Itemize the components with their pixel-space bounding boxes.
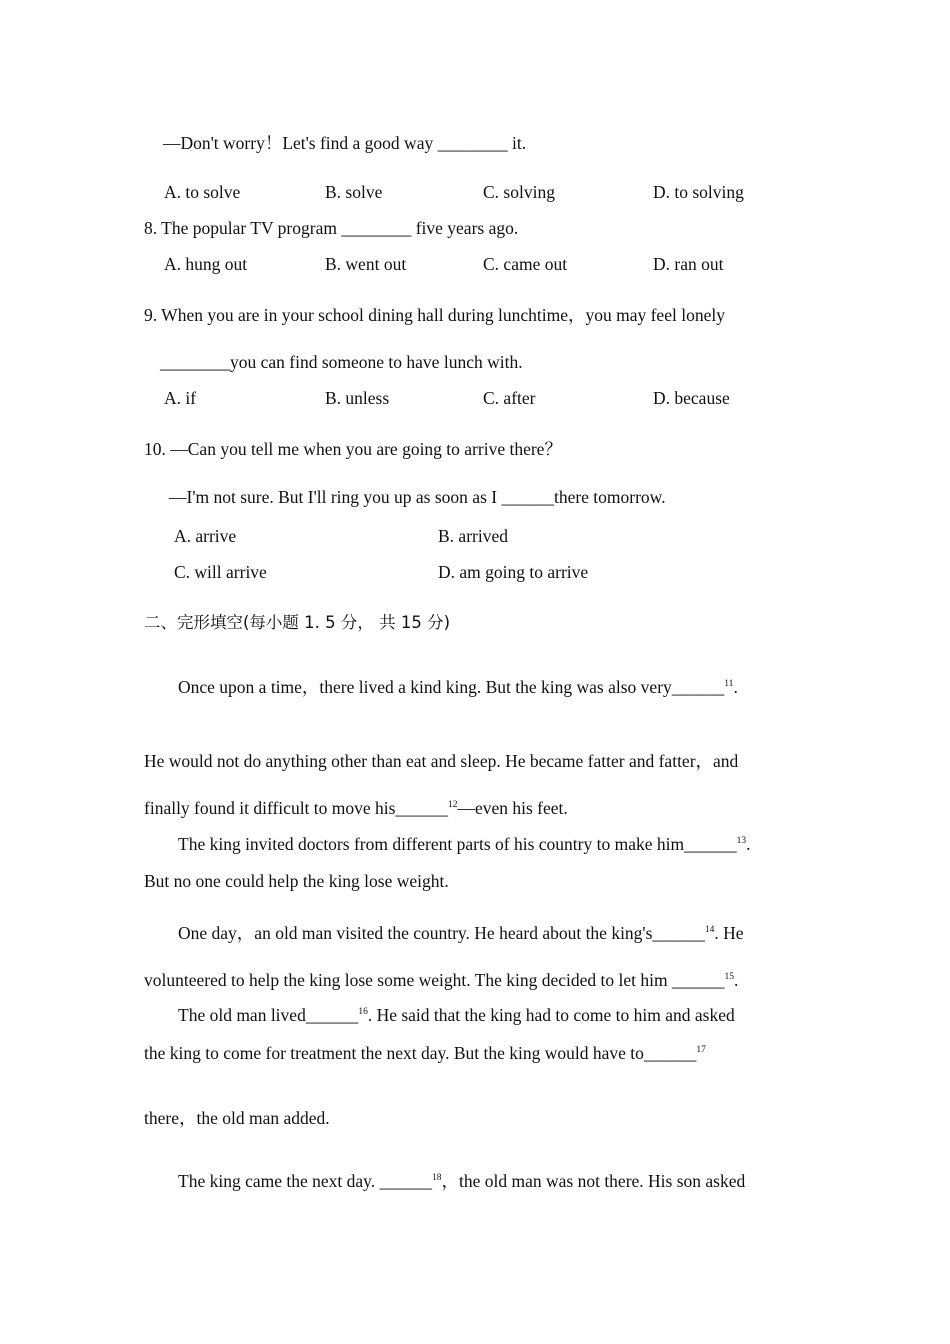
passage-line [144,797,568,819]
blank-number: 15 [724,972,734,982]
q8-option-b: B. went out [325,254,407,274]
blank-number: 18 [432,1173,442,1183]
passage-text: The king came the next day. ______ [178,1171,432,1191]
passage-line [178,1004,735,1026]
blank-number: 17 [696,1045,706,1055]
passage-line [144,1042,706,1064]
q8-option-c: C. came out [483,254,568,274]
passage-text: . He said that the king had to come to him and asked [367,1005,735,1025]
section-2-heading: 二、完形填空(每小题 1. 5 分， 共 15 分) [144,613,451,632]
blank-number: 13 [736,836,747,846]
passage-text: The old man lived______ [178,1005,359,1025]
q7-option-c: C. solving [483,182,555,202]
q10-option-b: B. arrived [438,526,508,546]
blank-number: 11 [724,679,734,689]
q10-stem-line2: —I'm not sure. But I'll ring you up as soon as I ______there tomorrow. [169,487,666,507]
q7-option-a: A. to solve [164,182,241,202]
passage-text: volunteered to help the king lose some weight. The king decided to let him ______ [144,970,725,990]
passage-text: One day，an old man visited the country. He heard about the king's______ [178,923,705,943]
passage-line: there，the old man added. [144,1108,330,1128]
passage-text: —even his feet. [457,798,568,818]
passage-line [178,676,738,698]
passage-text: Once upon a time，there lived a kind king. But the king was also very______ [178,677,725,697]
passage-line [178,1170,745,1192]
passage-line [178,833,750,855]
q9-stem-line2: ________you can find someone to have lunch with. [160,352,523,372]
q9-option-c: C. after [483,388,536,408]
passage-line [178,922,744,944]
blank-number: 12 [447,800,458,810]
q7-answer-line: —Don't worry！Let's find a good way ________ it. [163,133,527,153]
q10-stem-line1: 10. —Can you tell me when you are going to arrive there？ [144,439,562,459]
q10-option-d: D. am going to arrive [438,562,589,582]
q8-stem: 8. The popular TV program ________ five years ago. [144,218,519,238]
passage-text: The king invited doctors from different parts of his country to make him______ [178,834,737,854]
passage-line: He would not do anything other than eat and sleep. He became fatter and fatter，and [144,751,739,771]
q8-option-d: D. ran out [653,254,724,274]
q7-option-b: B. solve [325,182,383,202]
passage-text: ，the old man was not there. His son asked [441,1171,746,1191]
passage-line: But no one could help the king lose weight. [144,871,449,891]
q9-option-a: A. if [164,388,197,408]
passage-text: . [733,970,739,990]
blank-number: 14 [704,925,715,935]
passage-text: finally found it difficult to move his______ [144,798,448,818]
passage-line [144,969,738,991]
q9-option-b: B. unless [325,388,390,408]
q10-option-c: C. will arrive [174,562,267,582]
passage-text: . [746,834,751,854]
passage-text: . [733,677,738,697]
passage-text: the king to come for treatment the next day. But the king would have to______ [144,1043,697,1063]
q7-option-d: D. to solving [653,182,744,202]
blank-number: 16 [358,1007,368,1017]
passage-text: . He [714,923,744,943]
q9-stem-line1: 9. When you are in your school dining hall during lunchtime，you may feel lonely [144,305,725,325]
q8-option-a: A. hung out [164,254,248,274]
q10-option-a: A. arrive [174,526,237,546]
q9-option-d: D. because [653,388,730,408]
